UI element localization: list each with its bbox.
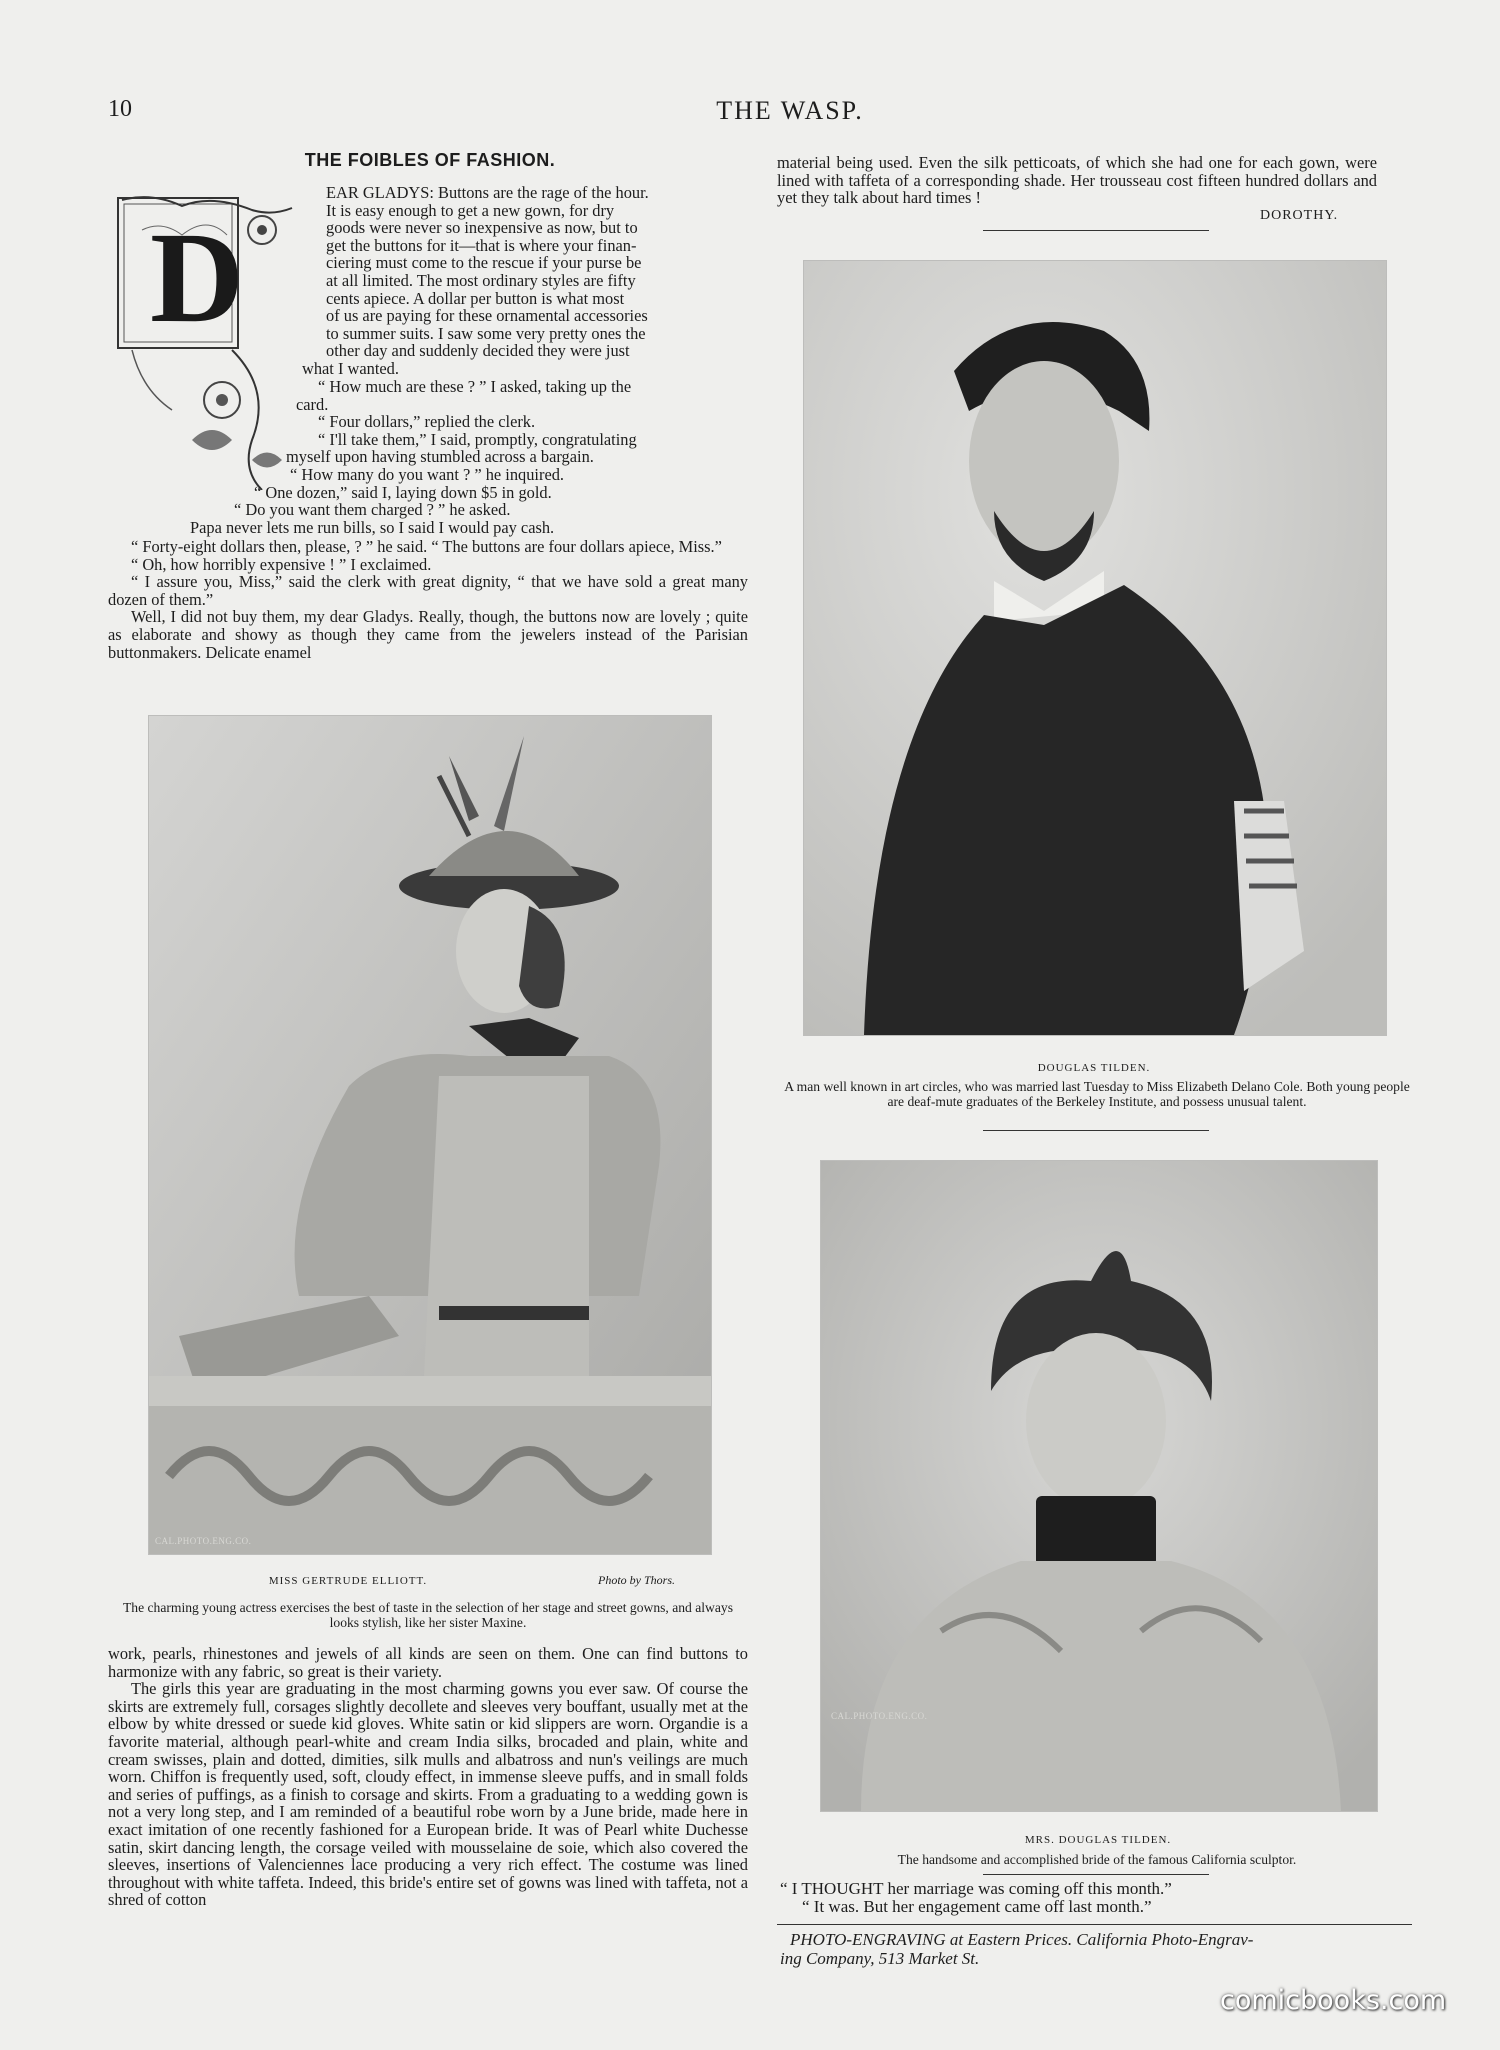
dialogue-line: myself upon having stumbled across a bargain. bbox=[286, 447, 594, 467]
advertisement bbox=[780, 1930, 1410, 1968]
paragraph: “ I assure you, Miss,” said the clerk with great dignity, “ that we have sold a great many dozen of them.” bbox=[108, 572, 748, 609]
column1-upper-text bbox=[108, 538, 748, 661]
elliott-credit: Photo by Thors. bbox=[598, 1573, 676, 1587]
elliott-name: MISS GERTRUDE ELLIOTT. bbox=[268, 1575, 428, 1587]
joke-line: “ It was. But her engagement came off last month.” bbox=[802, 1897, 1152, 1916]
paragraph: Well, I did not buy them, my dear Gladys. Really, though, the buttons now are lovely ; quite as elaborate and showy as though they came from the jewelers instead of the Parisian buttonmakers. Delicate enamel bbox=[108, 607, 748, 662]
masthead: THE WASP. bbox=[716, 96, 864, 125]
paragraph: “ Forty-eight dollars then, please, ? ” he said. “ The buttons are four dollars apiece, Miss.” bbox=[130, 537, 722, 556]
mrs-douglas-caption-rule bbox=[983, 1874, 1209, 1875]
drop-cap-letter: D bbox=[150, 206, 244, 350]
plate-mark: CAL.PHOTO.ENG.CO. bbox=[831, 1711, 928, 1721]
intro-text-block bbox=[302, 183, 746, 378]
paragraph: material being used. Even the silk petticoats, of which she had one for each gown, were lined with taffeta of a corresponding shade. Her trousseau cost fifteen hundred dollars and yet they talk about hard times ! bbox=[777, 153, 1377, 208]
column1-lower-text bbox=[108, 1645, 748, 1909]
dialogue-line: “ How much are these ? ” I asked, taking up the bbox=[318, 377, 632, 396]
mrs-douglas-caption: The handsome and accomplished bride of the famous California sculptor. bbox=[897, 1852, 1297, 1867]
joke-block bbox=[780, 1880, 1400, 1916]
dialogue-line: “ How many do you want ? ” he inquired. bbox=[290, 464, 565, 484]
paragraph: The girls this year are graduating in the most charming gowns you ever saw. Of course the skirts are extremely full, corsages slightly decollete and sleeves very bouffant, usually met at the elbow by white dressed or suede kid gloves. White satin or kid slippers are worn. Organdie is a favorite material, although pearl-white and cream India silks, brocaded and plain, white and cream swisses, plain and dotted, dimities, silk mulls and albatross and nun's veilings are much worn. Chiffon is frequently used, soft, cloudy effect, in immense sleeve puffs, and in small folds and series of puffings, as a finish to corsage and skirts. From a graduating to a wedding gown is not a very long step, and I am reminded of a beautiful robe worn by a June bride, made here in exact imitation of one recently fashioned for a European bride. It was of Pearl white Duchesse satin, skirt dancing length, the corsage veiled with mousselaine de soie, which also covered the sleeves, insertions of Valenciennes lace producing a very rich effect. The costume was lined throughout with white taffeta. Indeed, this bride's entire set of gowns was lined with taffeta, not a shred of cotton bbox=[108, 1679, 748, 1910]
douglas-name: DOUGLAS TILDEN. bbox=[1037, 1062, 1151, 1074]
intro-line: at all limited. The most ordinary styles are fifty bbox=[326, 270, 636, 290]
intro-line: of us are paying for these ornamental accessories bbox=[326, 306, 648, 326]
paragraph: “ Oh, how horribly expensive ! ” I exclaimed. bbox=[130, 554, 432, 574]
intro-line: to summer suits. I saw some very pretty ones the bbox=[326, 323, 646, 343]
dialogue-line: Papa never lets me run bills, so I said I would pay cash. bbox=[190, 517, 555, 537]
watermark: comicbooks.com bbox=[1220, 1985, 1447, 2016]
intro-line: other day and suddenly decided they were just bbox=[326, 341, 630, 361]
paragraph: work, pearls, rhinestones and jewels of all kinds are seen on them. One can find buttons to harmonize with any fabric, so great is their variety. bbox=[108, 1644, 748, 1681]
drop-cap-ornament bbox=[112, 190, 297, 490]
intro-line: EAR GLADYS: Buttons are the rage of the hour. bbox=[326, 183, 649, 202]
signature: DOROTHY. bbox=[1260, 208, 1339, 223]
intro-line: what I wanted. bbox=[302, 358, 399, 378]
column2-divider bbox=[983, 230, 1209, 231]
photo-gertrude-elliott bbox=[148, 715, 712, 1555]
column2-continued-text bbox=[777, 154, 1377, 207]
douglas-caption-rule bbox=[983, 1130, 1209, 1131]
page-number: 10 bbox=[108, 96, 132, 122]
article-title: THE FOIBLES OF FASHION. bbox=[304, 150, 556, 170]
elliott-caption: The charming young actress exercises the best of taste in the selection of her stage and street gowns, and always looks stylish, like her sister Maxine. bbox=[122, 1600, 733, 1630]
advert-line: PHOTO-ENGRAVING at Eastern Prices. California Photo-Engrav- bbox=[790, 1930, 1254, 1949]
photo-douglas-tilden bbox=[803, 260, 1387, 1036]
dialogue-line: “ Four dollars,” replied the clerk. bbox=[318, 412, 536, 432]
dialogue-line: “ Do you want them charged ? ” he asked. bbox=[234, 500, 511, 520]
dialogue-line: “ I'll take them,” I said, promptly, congratulating bbox=[318, 429, 637, 449]
plate-mark: CAL.PHOTO.ENG.CO. bbox=[155, 1536, 252, 1546]
intro-line: cents apiece. A dollar per button is what most bbox=[326, 288, 625, 308]
intro-line: ciering must come to the rescue if your purse be bbox=[326, 253, 642, 273]
dialogue-line: card. bbox=[296, 394, 329, 414]
douglas-caption: A man well known in art circles, who was married last Tuesday to Miss Elizabeth Delano Cole. Both young people are deaf-mute graduates of the Berkeley Institute, and possess unusual talent. bbox=[784, 1079, 1410, 1109]
intro-line: get the buttons for it—that is where your finan- bbox=[326, 235, 637, 255]
dialogue-line: “ One dozen,” said I, laying down $5 in gold. bbox=[254, 482, 552, 502]
advert-rule bbox=[777, 1924, 1412, 1925]
intro-line: goods were never so inexpensive as now, but to bbox=[326, 218, 638, 238]
dialogue-text-block bbox=[190, 377, 746, 537]
joke-line: “ I THOUGHT her marriage was coming off this month.” bbox=[780, 1879, 1172, 1898]
mrs-douglas-name: MRS. DOUGLAS TILDEN. bbox=[1024, 1834, 1172, 1846]
elliott-caption-row bbox=[148, 1573, 710, 1589]
intro-line: It is easy enough to get a new gown, for dry bbox=[326, 200, 615, 220]
photo-mrs-douglas-tilden bbox=[820, 1160, 1378, 1812]
advert-line: ing Company, 513 Market St. bbox=[780, 1949, 980, 1968]
